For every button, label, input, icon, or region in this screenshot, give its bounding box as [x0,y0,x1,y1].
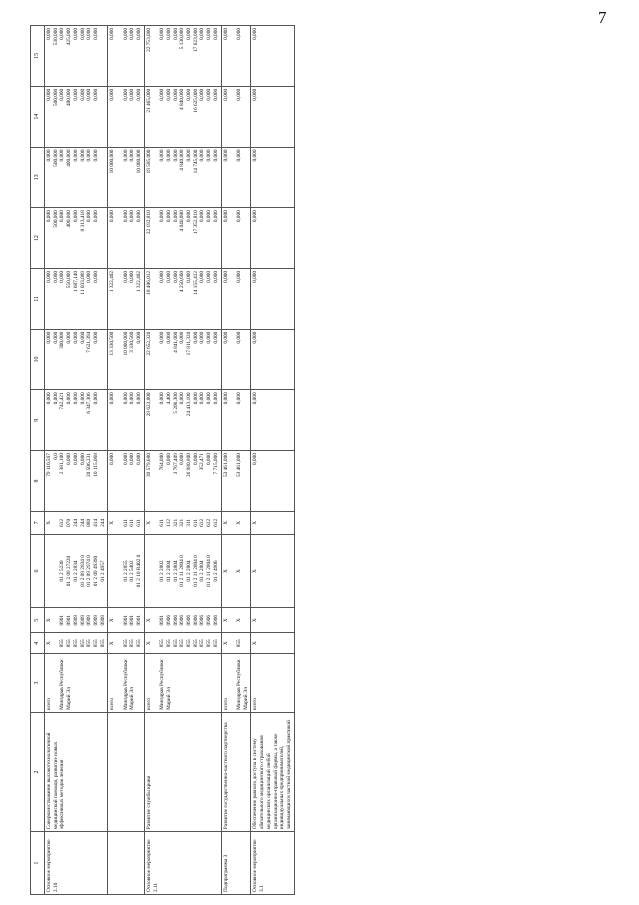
event-title-cell [108,712,145,831]
amount-cell-col-13: 0,000 [251,147,294,208]
col-header: 8 [31,451,45,512]
rotated-table-page [30,25,620,895]
amount-cell-col-8: 0,000 [251,451,294,512]
target-article-cell: Х Х [221,534,251,607]
amount-cell-col-10: 0,000 0,000 300,000 0,000 0,000 0,000 7 621,394 0,000 [45,329,108,390]
executor-cell: всего [251,654,294,713]
amount-cell-col-14: 0,000 500,000 0,000 400,000 0,000 0,000 0,000 0,000 [45,86,108,147]
col-header: 12 [31,208,45,269]
section-cell: Х [251,608,294,633]
col-header: 9 [31,390,45,451]
section-cell: Х Х [221,608,251,633]
amount-cell-col-11: 18 406,012 0,000 0,000 0,000 4 250,600 0,000 14 155,412 0,000 0,000 0,000 [144,268,221,329]
target-article-cell: 01 2 2855 01 2 5402 01 2 10 R402 0 [108,534,145,607]
table-row [108,26,145,895]
event-code-cell [108,832,145,895]
col-header: 3 [31,654,45,713]
event-code-cell: Основное мероприятие 2.11 [144,832,221,895]
amount-cell-col-9: 0,000 0,000 742,421 0,000 0,000 0,000 6 347,306 0,000 [45,390,108,451]
executor-cell: всего Минздрав Республики Марий Эл [108,654,145,713]
column-number-row [31,26,45,895]
col-header: 1 [31,832,45,895]
event-title-cell: Развитие службы крови [144,712,221,831]
grbs-cell: Х 855 855 855 855 855 855 855 [45,633,108,654]
table-row [251,26,294,895]
amount-cell-col-14: 0,000 0,000 [221,86,251,147]
amount-cell-col-12: 22 192,810 0,000 0,000 0,000 4 840,000 0,000 17 352,810 0,000 0,000 0,000 [144,208,221,269]
grbs-cell: Х 855 855 855 855 855 855 855 855 855 [144,633,221,654]
executor-cell: всего Минздрав Республики Марий Эл [221,654,251,713]
expense-type-cell: Х 612 070 244 244 880 414 244 [45,511,108,534]
page-number: 7 [598,8,607,27]
amount-cell-col-9: 0,000 [251,390,294,451]
amount-cell-col-11: 0,000 [251,268,294,329]
event-title-cell: Развитие государственно-частного партнерства [221,712,251,831]
amount-cell-col-10: 0,000 [251,329,294,390]
event-code-cell: Основное мероприятие 3.1 [251,832,294,895]
section-cell: Х 0901 0906 0906 0906 0906 0906 0906 0906 0906 [144,608,221,633]
amount-cell-col-15: 0,000 [251,26,294,87]
col-header: 14 [31,86,45,147]
event-code-cell: Подпрограмма 3 [221,832,251,895]
target-article-cell: 01 2 2802 01 2 2804 01 2 2804 01 2 11 2804 0 01 2 2804 01 2 11 2804 0 01 2 2804 01 2 11 2804 0 01 2 4906 [144,534,221,607]
expense-type-cell: Х 611 112 321 321 311 611 612 612 612 [144,511,221,534]
col-header: 11 [31,268,45,329]
amount-cell-col-10: 22 652,320 0,000 0,000 4 841,000 0,000 17 811,320 0,000 0,000 0,000 0,000 [144,329,221,390]
amount-cell-col-11: 0,000 0,000 0,000 550,000 1 687,140 11 033,089 0,000 0,000 [45,268,108,329]
amount-cell-col-14: 0,000 [251,86,294,147]
grbs-cell: Х 855 [221,633,251,654]
col-header: 15 [31,26,45,87]
amount-cell-col-10: 0,000 0,000 [221,329,251,390]
amount-cell-col-13: 19 585,000 0,000 0,000 0,000 4 840,000 0,000 14 745,000 0,000 0,000 0,000 [144,147,221,208]
event-title-cell: Обеспечение равного доступа в систему обязательного медицинского страхования медицинских организаций любой организационно-правовой формы, а также индивидуальных предпринимателей, занимающихся частной медицинской практикой [251,712,294,831]
expense-type-cell: Х [251,511,294,534]
amount-cell-col-10: 13 330,500 10 000,000 3 330,500 0,000 [108,329,145,390]
event-code-cell: Основное мероприятие 2.10 [45,832,108,895]
amount-cell-col-8: 0,000 0,000 0,000 0,000 [108,451,145,512]
section-cell: Х 0901 0901 0901 [108,608,145,633]
col-header: 13 [31,147,45,208]
budget-table [30,25,295,895]
amount-cell-col-15: 0,000 530,000 0,000 425,000 0,000 0,000 0,000 0,000 [45,26,108,87]
amount-cell-col-13: 10 000,000 0,000 0,000 10 000,000 [108,147,145,208]
executor-cell: всего Минздрав Республики Марий Эл [144,654,221,713]
grbs-cell: Х [251,633,294,654]
expense-type-cell: Х Х [221,511,251,534]
amount-cell-col-11: 1 322,402 0,000 0,000 1 322,402 [108,268,145,329]
col-header: 6 [31,534,45,607]
target-article-cell: Х [251,534,294,607]
amount-cell-col-12: 0,000 0,000 0,000 0,000 [108,208,145,269]
amount-cell-col-8: 53 461,000 53 461,000 [221,451,251,512]
amount-cell-col-12: 0,000 500,000 0,000 400,000 0,000 8 313,418 0,000 0,000 [45,208,108,269]
amount-cell-col-12: 0,000 0,000 [221,208,251,269]
expense-type-cell: Х 611 611 611 [108,511,145,534]
amount-cell-col-8: 79 110,597 0,0 2 381,100 0,000 0,000 0,000 20 506,231 10 115,068 [45,451,108,512]
grbs-cell: Х 855 855 855 [108,633,145,654]
amount-cell-col-9: 29 623,800 0,000 4,400 5 206,300 0,000 24 413,100 0,000 0,000 0,000 0,000 [144,390,221,451]
amount-cell-col-11: 0,000 0,000 [221,268,251,329]
amount-cell-col-14: 0,000 0,000 0,000 0,000 [108,86,145,147]
table-row [221,26,251,895]
amount-cell-col-9: 0,000 0,000 [221,390,251,451]
col-header: 7 [31,511,45,534]
amount-cell-col-12: 0,000 [251,208,294,269]
amount-cell-col-15: 0,000 0,000 [221,26,251,87]
table-row [45,26,108,895]
section-cell: Х 0901 0901 0909 0909 0909 0909 0909 [45,608,108,633]
col-header: 10 [31,329,45,390]
event-title-cell: Совершенствование высокотехнологичной медицинской помощи, развитие новых эффективных методов лечения [45,712,108,831]
amount-cell-col-14: 21 465,000 0,000 0,000 0,000 4 840,000 0,000 16 625,000 0,000 0,000 0,000 [144,86,221,147]
amount-cell-col-8: 39 579,680 764,000 0,000 3 767,409 0,000 26 980,800 0,000 352,471 0,000 7 715,000 [144,451,221,512]
amount-cell-col-15: 0,000 0,000 0,000 0,000 [108,26,145,87]
amount-cell-col-9: 0,000 0,000 0,000 0,000 [108,390,145,451]
amount-cell-col-13: 0,000 500,000 0,000 400,000 0,000 0,000 0,000 0,000 [45,147,108,208]
col-header: 4 [31,633,45,654]
amount-cell-col-15: 22 753,000 0,000 0,000 0,000 5 130,000 0,000 17 623,000 0,000 0,000 0,000 [144,26,221,87]
target-article-cell: 01 2 5230 01 2 09 27220 01 2 2834 01 2 09 2834 0 01 2 09 2974 0 01 2 09 49390 01 2 4957 [45,534,108,607]
col-header: 5 [31,608,45,633]
table-row [144,26,221,895]
amount-cell-col-13: 0,000 0,000 [221,147,251,208]
col-header: 2 [31,712,45,831]
executor-cell: всего Минздрав Республики Марий Эл [45,654,108,713]
